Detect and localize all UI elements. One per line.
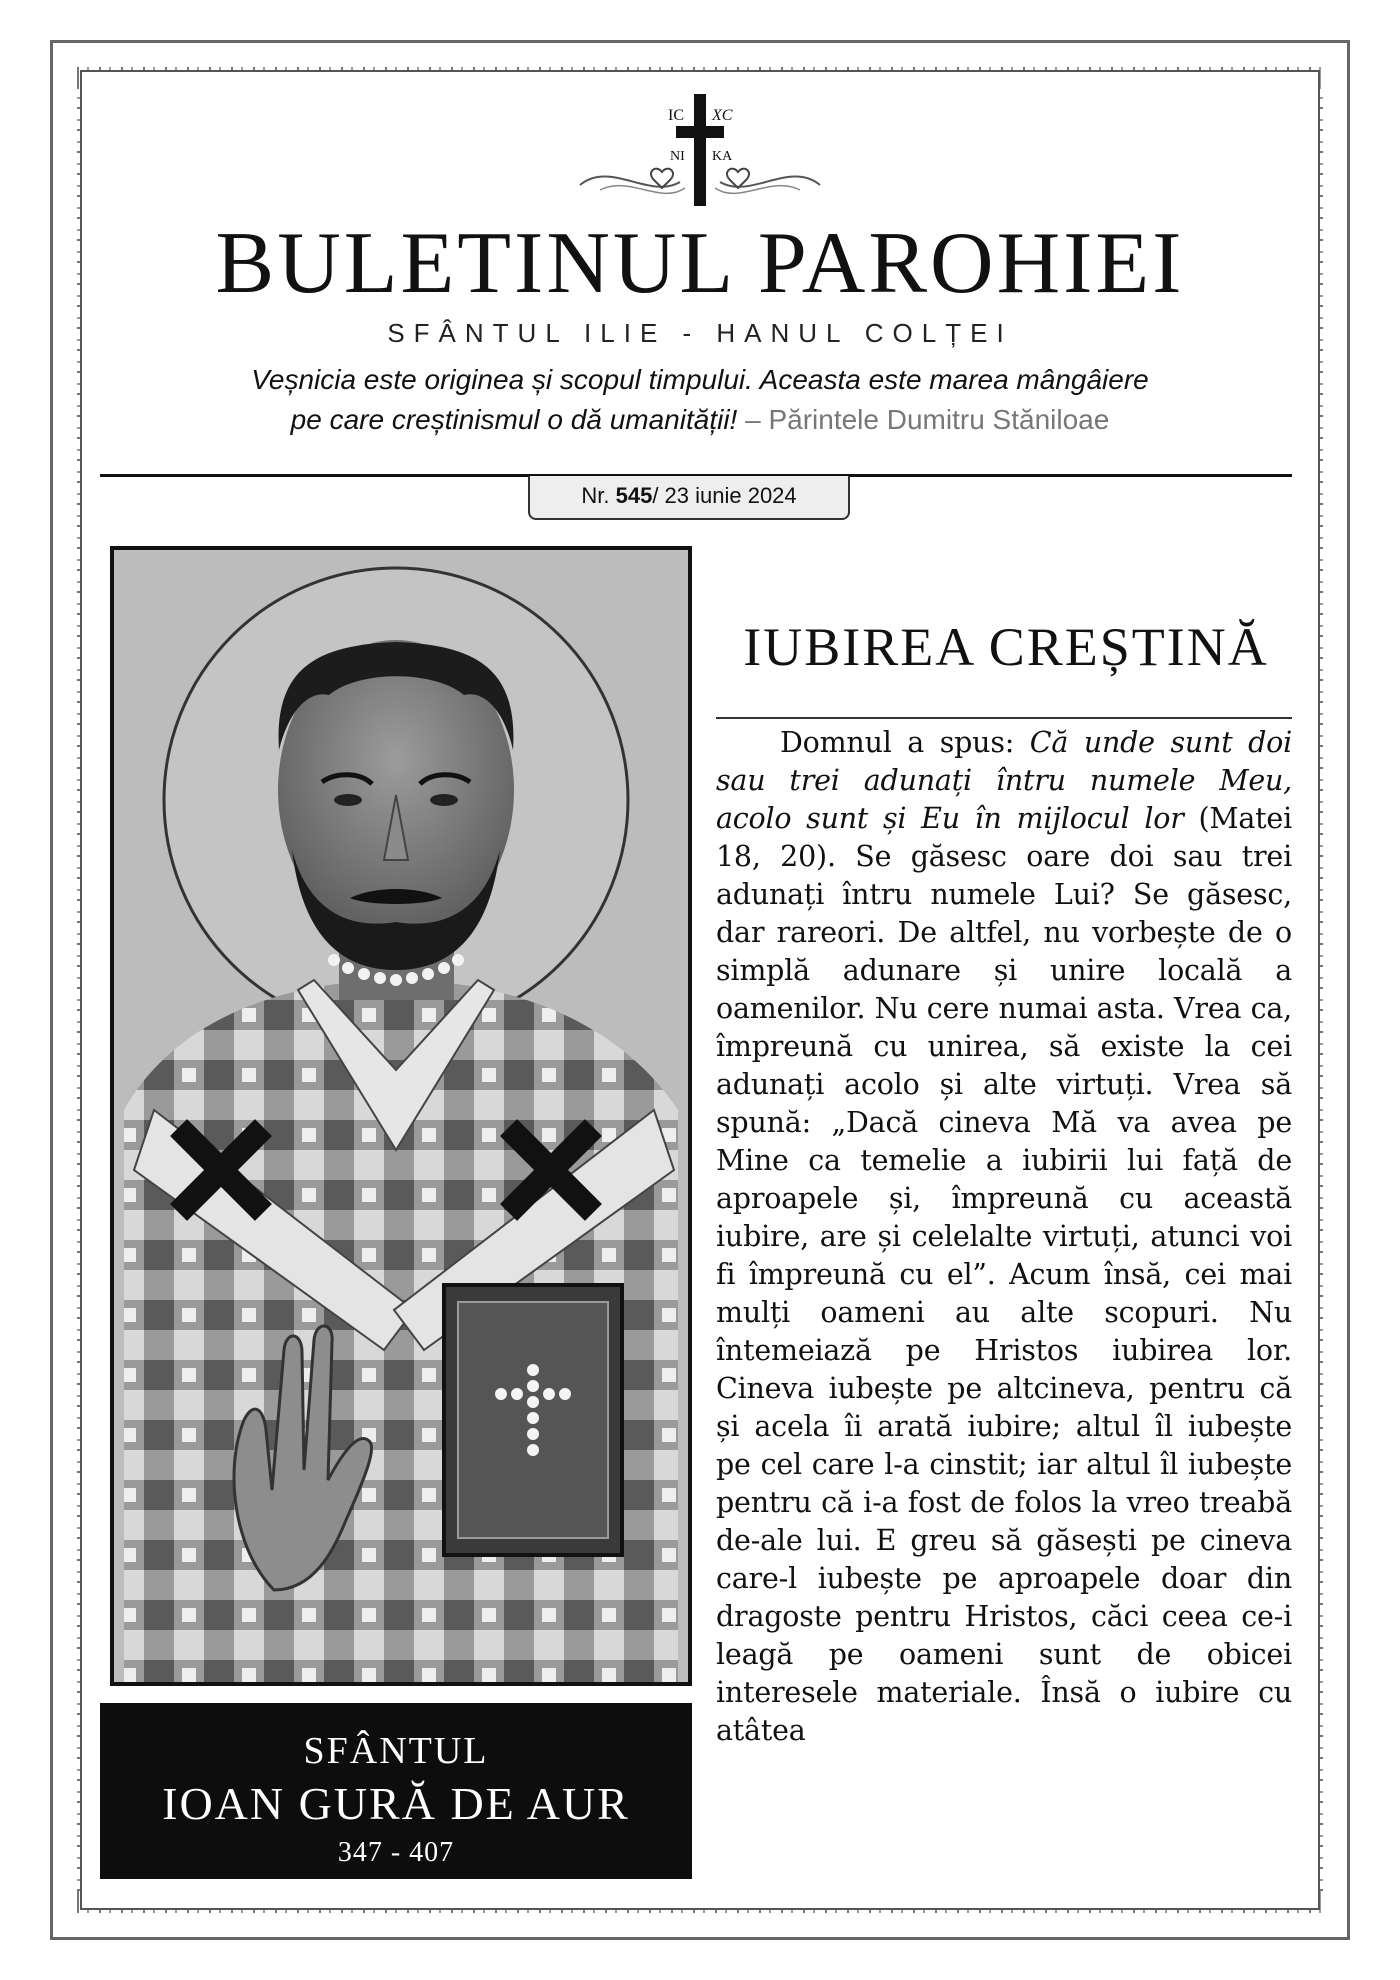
scripture-citation: Că unde sunt doi sau trei adunați întru numele Meu, acolo sunt și Eu în mijlocul lor [716, 726, 1293, 835]
svg-text:KA: KA [712, 149, 733, 164]
svg-text:XC: XC [712, 107, 733, 124]
saint-years: 347 - 407 [337, 1837, 455, 1868]
quote-author: – Părintele Dumitru Stăniloae [745, 404, 1110, 435]
saint-caption [100, 1703, 692, 1879]
saint-name: IOAN GURĂ DE AUR [162, 1778, 630, 1829]
svg-text:IC: IC [668, 107, 684, 124]
article-intro: Domnul a spus: [780, 726, 1030, 759]
cross-emblem-icon [560, 90, 840, 210]
issue-badge [528, 476, 850, 520]
saint-portrait-icon [114, 550, 688, 1682]
article-body [716, 724, 1292, 1750]
quote-line-2: pe care creștinismul o dă umanității! [290, 404, 738, 435]
svg-text:NI: NI [670, 149, 685, 164]
article-text: (Matei 18, 20). Se găsesc oare doi sau trei adunați întru numele Lui? Se găsesc, dar rareori. De altfel, nu vorbește de o simplă adunare și unire locală a oamenilor. Nu cere numai asta. Vrea ca, împreună cu unirea, să existe la cei adunați acolo și alte virtuți. Vrea să spună: „Dacă cineva Mă va avea pe Mine ca temelie a iubirii lui față de aproapele și, împreună cu această iubire, are și celelalte virtuți, atunci voi fi împreună cu el”. Acum însă, cei mai mulți oameni au alte scopuri. Nu întemeiază pe Hristos iubirea lor. Cineva iubește pe altcineva, pentru că și acela îi arată iubire; altul îl iubește pe cel care l-a cinstit; iar altul îl iubește pentru că i-a fost de folos la vreo treabă de-ale lui. E greu să găsești pe cineva care-l iubește pe aproapele doar din dragoste pentru Hristos, căci ceea ce-i leagă pe oameni sunt de obicei interesele materiale. Însă o iubire cu atâtea [716, 802, 1292, 1747]
issue-date: / 23 iunie 2024 [652, 483, 797, 508]
quote-line-1: Veșnicia este originea și scopul timpului. Aceasta este marea mângâiere [251, 364, 1149, 395]
article-divider [716, 717, 1292, 719]
header-quote [140, 360, 1260, 440]
issue-number: 545 [615, 483, 653, 508]
article-title: IUBIREA CREȘTINĂ [743, 617, 1269, 677]
saint-icon-image [110, 546, 692, 1686]
bulletin-title: BULETINUL PAROHIEI [215, 215, 1185, 312]
parish-name: SFÂNTUL ILIE - HANUL COLȚEI [387, 318, 1013, 348]
issue-prefix: Nr. [581, 483, 610, 508]
caption-line-1: SFÂNTUL [303, 1730, 489, 1772]
